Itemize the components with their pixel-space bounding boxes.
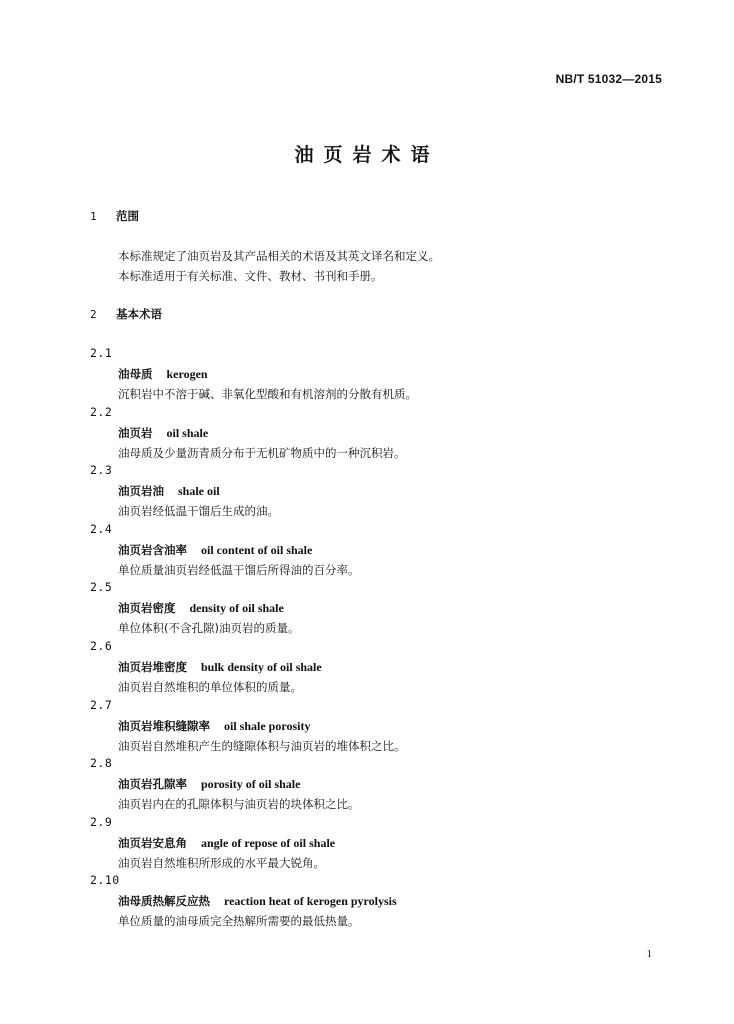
term-english-name: reaction heat of kerogen pyrolysis	[224, 894, 397, 909]
term-chinese-name: 油母质	[118, 367, 153, 381]
term-definition: 单位质量油页岩经低温干馏后所得油的百分率。	[118, 562, 360, 577]
section-number: 1	[90, 210, 97, 223]
section-1-heading	[90, 208, 139, 224]
term-definition: 油母质及少量沥青质分布于无机矿物质中的一种沉积岩。	[118, 445, 406, 460]
term-english-name: shale oil	[178, 484, 220, 499]
term-chinese-name: 油页岩密度	[118, 601, 176, 616]
section-title: 范围	[116, 209, 139, 223]
term-number: 2.3	[90, 463, 113, 478]
term-number: 2.7	[90, 697, 113, 712]
term-number: 2.2	[90, 404, 113, 419]
term-number: 2.5	[90, 580, 113, 595]
term-chinese-name: 油页岩堆密度	[118, 660, 187, 674]
term-english-name: oil content of oil shale	[201, 542, 313, 557]
term-definition: 沉积岩中不溶于碱、非氧化型酸和有机溶剂的分散有机质。	[118, 387, 417, 401]
section-2-heading	[90, 306, 162, 322]
term-name	[118, 893, 397, 909]
term-chinese-name: 油母质热解反应热	[118, 894, 210, 909]
term-chinese-name: 油页岩	[118, 425, 153, 440]
standard-number: NB/T 51032—2015	[555, 72, 662, 86]
term-name	[118, 835, 335, 851]
document-title: 油页岩术语	[294, 144, 440, 166]
term-chinese-name: 油页岩堆积缝隙率	[118, 718, 210, 733]
term-english-name: kerogen	[166, 367, 208, 381]
term-name	[118, 483, 220, 499]
page-number: 1	[646, 948, 652, 960]
term-english-name: oil shale	[166, 425, 209, 440]
term-name	[118, 366, 208, 382]
term-definition: 油页岩内在的孔隙体积与油页岩的块体积之比。	[118, 797, 360, 812]
term-english-name: angle of repose of oil shale	[201, 835, 336, 850]
term-number: 2.1	[90, 346, 113, 360]
term-number: 2.9	[90, 814, 113, 829]
term-definition: 单位体积(不含孔隙)油页岩的质量。	[118, 621, 300, 636]
scope-paragraph-1: 本标准规定了油页岩及其产品相关的术语及其英文译名和定义。	[118, 249, 440, 263]
term-name	[118, 600, 284, 616]
term-definition: 油页岩自然堆积的单位体积的质量。	[118, 680, 302, 694]
term-number: 2.8	[90, 756, 113, 771]
term-name	[118, 542, 312, 558]
term-number: 2.10	[90, 873, 120, 888]
term-english-name: bulk density of oil shale	[201, 660, 322, 674]
term-english-name: oil shale porosity	[224, 718, 311, 733]
term-chinese-name: 油页岩含油率	[118, 542, 187, 557]
term-name	[118, 659, 322, 675]
term-name	[118, 718, 310, 734]
term-english-name: density of oil shale	[189, 601, 284, 616]
section-number: 2	[90, 308, 97, 321]
term-number: 2.4	[90, 521, 113, 536]
term-chinese-name: 油页岩安息角	[118, 835, 187, 850]
term-definition: 油页岩自然堆积所形成的水平最大锐角。	[118, 855, 325, 870]
term-definition: 油页岩自然堆积产生的缝隙体积与油页岩的堆体积之比。	[118, 738, 406, 753]
section-title: 基本术语	[116, 307, 162, 321]
term-definition: 单位质量的油母质完全热解所需要的最低热量。	[118, 914, 360, 929]
term-chinese-name: 油页岩孔隙率	[118, 777, 187, 792]
term-english-name: porosity of oil shale	[201, 777, 301, 792]
term-number: 2.6	[90, 639, 113, 653]
term-chinese-name: 油页岩油	[118, 484, 164, 499]
term-name	[118, 425, 208, 441]
term-definition: 油页岩经低温干馏后生成的油。	[118, 504, 279, 519]
scope-paragraph-2: 本标准适用于有关标准、文件、教材、书刊和手册。	[118, 269, 383, 283]
term-name	[118, 776, 300, 792]
